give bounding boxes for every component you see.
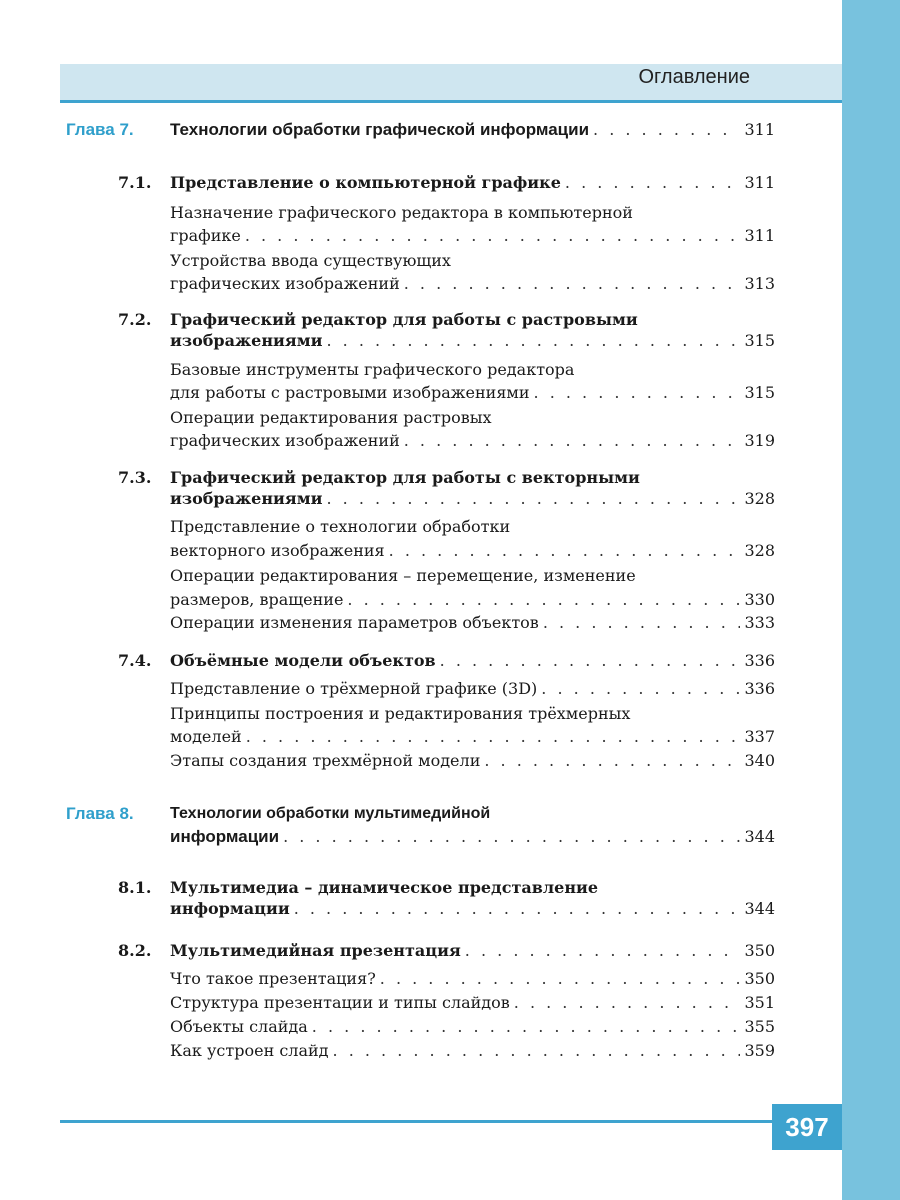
chapter-8-title: информации <box>170 827 280 846</box>
subsection-title: Представление о трёхмерной графике (3D) <box>170 679 538 698</box>
toc-entry-subsection[interactable] <box>170 431 775 451</box>
page-ref: 311 <box>744 226 775 245</box>
page-ref: 330 <box>744 590 775 609</box>
leader-dots <box>543 613 741 633</box>
toc-entry-subsection[interactable] <box>170 226 775 246</box>
page-ref: 355 <box>744 1017 775 1036</box>
toc-entry-subsection[interactable] <box>170 1041 775 1061</box>
leader-dots <box>347 590 740 610</box>
page-ref: 337 <box>744 727 775 746</box>
page-ref: 319 <box>744 431 775 450</box>
page-title: Оглавление <box>638 66 750 88</box>
toc-entry-7-4[interactable] <box>170 651 775 671</box>
section-title-line: Графический редактор для работы с векторными <box>170 468 640 487</box>
subsection-title: графике <box>170 226 241 245</box>
section-title: изображениями <box>170 489 323 508</box>
section-title: информации <box>170 899 290 918</box>
section-title: изображениями <box>170 331 323 350</box>
leader-dots <box>245 226 741 246</box>
section-7-2-number: 7.2. <box>118 310 152 329</box>
page-number: 397 <box>772 1104 842 1150</box>
toc-entry-8-2[interactable] <box>170 941 775 961</box>
page-ref: 344 <box>744 827 775 846</box>
page-ref: 336 <box>744 651 775 670</box>
leader-dots <box>465 941 741 961</box>
subsection-line: Представление о технологии обработки <box>170 517 511 536</box>
section-7-1-number: 7.1. <box>118 173 152 192</box>
leader-dots <box>312 1017 741 1037</box>
leader-dots <box>541 679 740 699</box>
section-title-line: Графический редактор для работы с растровыми <box>170 310 638 329</box>
section-7-4-number: 7.4. <box>118 651 152 670</box>
page-ref: 315 <box>744 383 775 402</box>
leader-dots <box>565 173 741 193</box>
page-ref: 313 <box>744 274 775 293</box>
subsection-line: Базовые инструменты графического редактора <box>170 360 575 379</box>
page-ref: 315 <box>744 331 775 350</box>
toc-entry-subsection[interactable] <box>170 590 775 610</box>
page-ref: 344 <box>744 899 775 918</box>
footer-rule <box>60 1120 842 1123</box>
leader-dots <box>440 651 741 671</box>
subsection-title: Операции изменения параметров объектов <box>170 613 539 632</box>
section-title: Представление о компьютерной графике <box>170 173 561 192</box>
toc-entry-subsection[interactable] <box>170 751 775 771</box>
leader-dots <box>326 331 740 351</box>
leader-dots <box>593 120 740 140</box>
toc-entry-subsection[interactable] <box>170 274 775 294</box>
leader-dots <box>514 993 741 1013</box>
leader-dots <box>389 541 741 561</box>
chapter-7-label: Глава 7. <box>66 120 134 139</box>
page-ref: 350 <box>744 941 775 960</box>
page-ref: 333 <box>744 613 775 632</box>
toc-entry-8-1[interactable] <box>170 899 775 919</box>
section-7-3-number: 7.3. <box>118 468 152 487</box>
page-ref: 351 <box>744 993 775 1012</box>
leader-dots <box>326 489 740 509</box>
page-ref: 340 <box>744 751 775 770</box>
subsection-title: графических изображений <box>170 431 400 450</box>
toc-entry-7-1[interactable] <box>170 173 775 193</box>
page-ref: 359 <box>744 1041 775 1060</box>
page-ref: 328 <box>744 541 775 560</box>
toc-entry-subsection[interactable] <box>170 727 775 747</box>
leader-dots <box>294 899 741 919</box>
toc-entry-subsection[interactable] <box>170 613 775 633</box>
subsection-line: Назначение графического редактора в компьютерной <box>170 203 633 222</box>
toc-entry-chapter-7[interactable] <box>170 120 775 140</box>
toc-entry-subsection[interactable] <box>170 993 775 1013</box>
toc-entry-subsection[interactable] <box>170 679 775 699</box>
page-ref: 311 <box>744 173 775 192</box>
subsection-title: Структура презентации и типы слайдов <box>170 993 510 1012</box>
subsection-title: графических изображений <box>170 274 400 293</box>
section-title-line: Мультимедиа – динамическое представление <box>170 878 599 897</box>
subsection-title: Этапы создания трехмёрной модели <box>170 751 481 770</box>
section-8-2-number: 8.2. <box>118 941 152 960</box>
page-ref: 328 <box>744 489 775 508</box>
chapter-title-line: Технологии обработки мультимедийной <box>170 805 491 822</box>
subsection-title: Объекты слайда <box>170 1017 308 1036</box>
subsection-line: Операции редактирования растровых <box>170 408 492 427</box>
page-ref: 311 <box>744 120 775 139</box>
toc-entry-subsection[interactable] <box>170 969 775 989</box>
page-ref: 336 <box>744 679 775 698</box>
leader-dots <box>404 274 741 294</box>
subsection-title: для работы с растровыми изображениями <box>170 383 530 402</box>
toc-entry-7-3[interactable] <box>170 489 775 509</box>
subsection-title: размеров, вращение <box>170 590 344 609</box>
subsection-title: Что такое презентация? <box>170 969 376 988</box>
page-ref: 350 <box>744 969 775 988</box>
section-title: Мультимедийная презентация <box>170 941 461 960</box>
toc-entry-subsection[interactable] <box>170 383 775 403</box>
chapter-8-label: Глава 8. <box>66 804 134 823</box>
section-title: Объёмные модели объектов <box>170 651 436 670</box>
subsection-line: Принципы построения и редактирования трёхмерных <box>170 704 631 723</box>
toc-entry-7-2[interactable] <box>170 331 775 351</box>
leader-dots <box>380 969 741 989</box>
section-8-1-number: 8.1. <box>118 878 152 897</box>
toc-entry-subsection[interactable] <box>170 541 775 561</box>
subsection-line: Устройства ввода существующих <box>170 251 451 270</box>
subsection-title: Как устроен слайд <box>170 1041 329 1060</box>
leader-dots <box>484 751 740 771</box>
subsection-title: моделей <box>170 727 242 746</box>
leader-dots <box>283 827 740 847</box>
subsection-title: векторного изображения <box>170 541 385 560</box>
toc-entry-subsection[interactable] <box>170 1017 775 1037</box>
leader-dots <box>404 431 741 451</box>
leader-dots <box>534 383 741 403</box>
leader-dots <box>246 727 741 747</box>
toc-entry-chapter-8[interactable] <box>170 827 775 847</box>
chapter-7-title: Технологии обработки графической информации <box>170 120 590 139</box>
leader-dots <box>333 1041 741 1061</box>
subsection-line: Операции редактирования – перемещение, изменение <box>170 566 636 585</box>
